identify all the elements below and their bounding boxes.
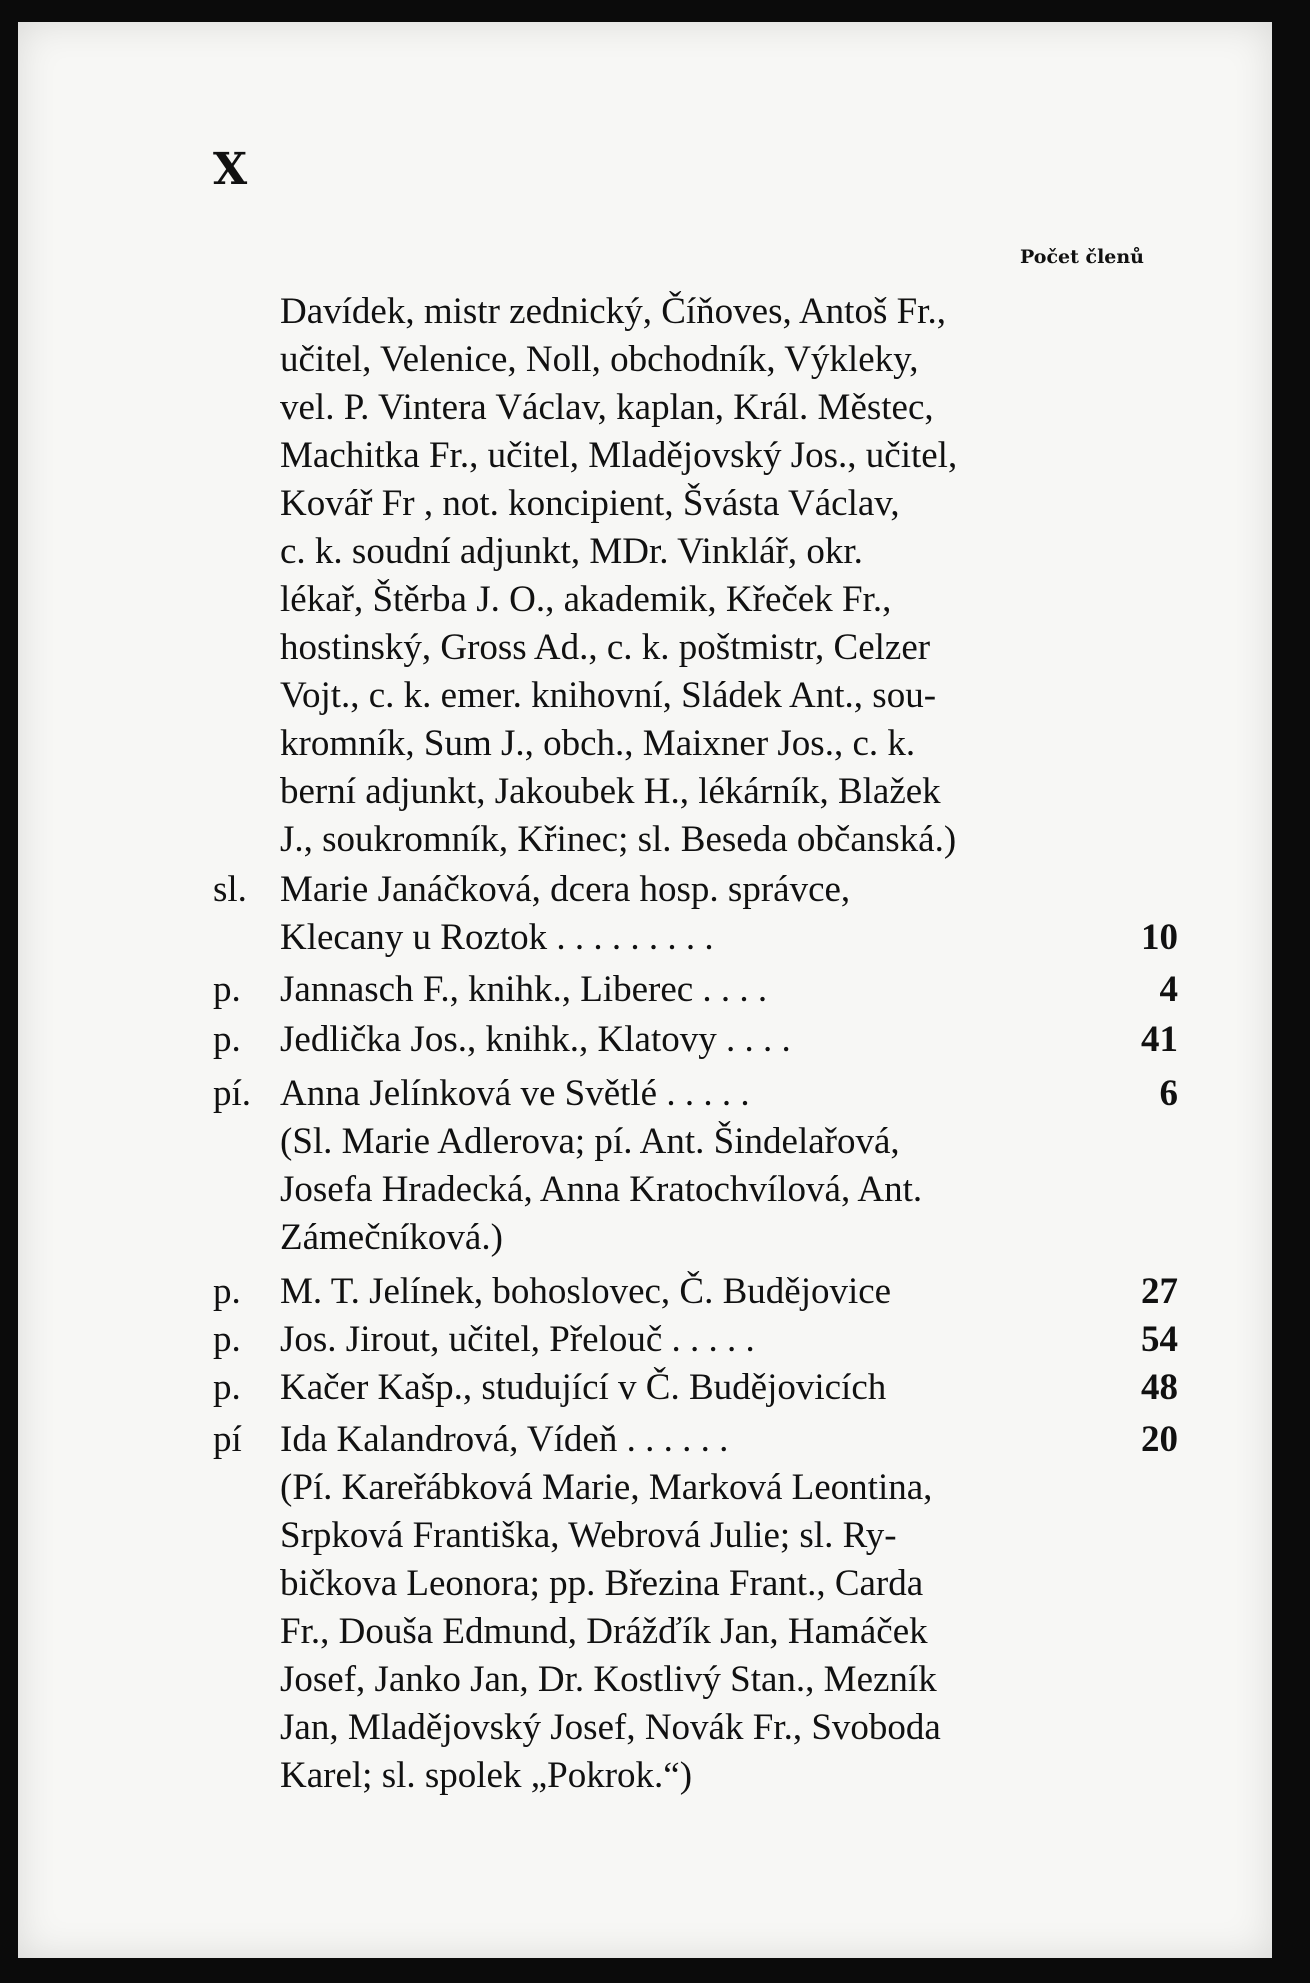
- member-entry: [0, 1416, 1310, 1464]
- entry-prefix: p.: [213, 1019, 241, 1060]
- entry-prefix: pí: [213, 1419, 242, 1460]
- member-entry: [0, 1316, 1310, 1364]
- member-entry: [0, 1070, 1310, 1118]
- member-entry-continuation: [0, 914, 1310, 962]
- entry-line: Ida Kalandrová, Vídeň . . . . . .: [280, 1419, 729, 1460]
- entry-count: 48: [1141, 1367, 1178, 1408]
- entry-line: Jan, Mladějovský Josef, Novák Fr., Svoboda: [280, 1707, 941, 1748]
- text-line: berní adjunkt, Jakoubek H., lékárník, Blažek: [280, 771, 941, 812]
- entry-count: 54: [1141, 1319, 1178, 1360]
- entry-count: 20: [1141, 1419, 1178, 1460]
- entry-prefix: sl.: [213, 869, 247, 910]
- entry-prefix: p.: [213, 1271, 241, 1312]
- page-number: X: [213, 144, 248, 195]
- text-line: lékař, Štěrba J. O., akademik, Křeček Fr.,: [280, 579, 892, 620]
- text-line: hostinský, Gross Ad., c. k. poštmistr, Celzer: [280, 627, 931, 668]
- entry-line: Klecany u Roztok . . . . . . . . .: [280, 917, 714, 958]
- entry-line: Srpková Františka, Webrová Julie; sl. Ry-: [280, 1515, 897, 1556]
- entry-prefix: pí.: [213, 1073, 252, 1114]
- entry-line: (Pí. Kareřábková Marie, Marková Leontina,: [280, 1467, 933, 1508]
- entry-line: Jos. Jirout, učitel, Přelouč . . . . .: [280, 1319, 755, 1360]
- member-entry: [0, 866, 1310, 914]
- text-line: c. k. soudní adjunkt, MDr. Vinklář, okr.: [280, 531, 863, 572]
- text-line: učitel, Velenice, Noll, obchodník, Výkleky,: [280, 339, 919, 380]
- text-line: Vojt., c. k. emer. knihovní, Sládek Ant., sou-: [280, 675, 937, 716]
- entry-line: Anna Jelínková ve Světlé . . . . .: [280, 1073, 750, 1114]
- entry-prefix: p.: [213, 1319, 241, 1360]
- member-entry: [0, 1364, 1310, 1412]
- text-line: Machitka Fr., učitel, Mladějovský Jos., učitel,: [280, 435, 958, 476]
- entry-count: 4: [1159, 969, 1178, 1010]
- entry-count: 10: [1141, 917, 1178, 958]
- entry-line: M. T. Jelínek, bohoslovec, Č. Budějovice: [280, 1271, 892, 1312]
- member-entry: [0, 966, 1310, 1014]
- text-line: J., soukromník, Křinec; sl. Beseda občanská.): [280, 819, 957, 860]
- entry-line: Josef, Janko Jan, Dr. Kostlivý Stan., Mezník: [280, 1659, 937, 1700]
- text-line: kromník, Sum J., obch., Maixner Jos., c. k.: [280, 723, 916, 764]
- member-entry: [0, 1268, 1310, 1316]
- entry-line: (Sl. Marie Adlerova; pí. Ant. Šindelařová,: [280, 1121, 900, 1162]
- entry-prefix: p.: [213, 969, 241, 1010]
- entry-line: Karel; sl. spolek „Pokrok.“): [280, 1755, 693, 1796]
- intro-paragraph: [280, 288, 1090, 864]
- text-line: Kovář Fr , not. koncipient, Švásta Václav,: [280, 483, 900, 524]
- entry-line: Fr., Douša Edmund, Drážďík Jan, Hamáček: [280, 1611, 928, 1652]
- entry-line: Kačer Kašp., studující v Č. Budějovicích: [280, 1367, 887, 1408]
- entry-line: bičkova Leonora; pp. Březina Frant., Carda: [280, 1563, 924, 1604]
- member-entry: [0, 1016, 1310, 1064]
- entry-count: 6: [1159, 1073, 1178, 1114]
- count-column-header: Počet členů: [1020, 246, 1145, 268]
- text-line: vel. P. Vintera Václav, kaplan, Král. Městec,: [280, 387, 934, 428]
- entry-line: Zámečníková.): [280, 1217, 503, 1258]
- entry-count: 41: [1141, 1019, 1178, 1060]
- entry-count: 27: [1141, 1271, 1178, 1312]
- entry-line: Jannasch F., knihk., Liberec . . . .: [280, 969, 768, 1010]
- entry-line: Josefa Hradecká, Anna Kratochvílová, Ant.: [280, 1169, 923, 1210]
- text-line: Davídek, mistr zednický, Číňoves, Antoš Fr.,: [280, 291, 946, 332]
- entry-prefix: p.: [213, 1367, 241, 1408]
- entry-line: Jedlička Jos., knihk., Klatovy . . . .: [280, 1019, 791, 1060]
- entry-line: Marie Janáčková, dcera hosp. správce,: [280, 869, 851, 910]
